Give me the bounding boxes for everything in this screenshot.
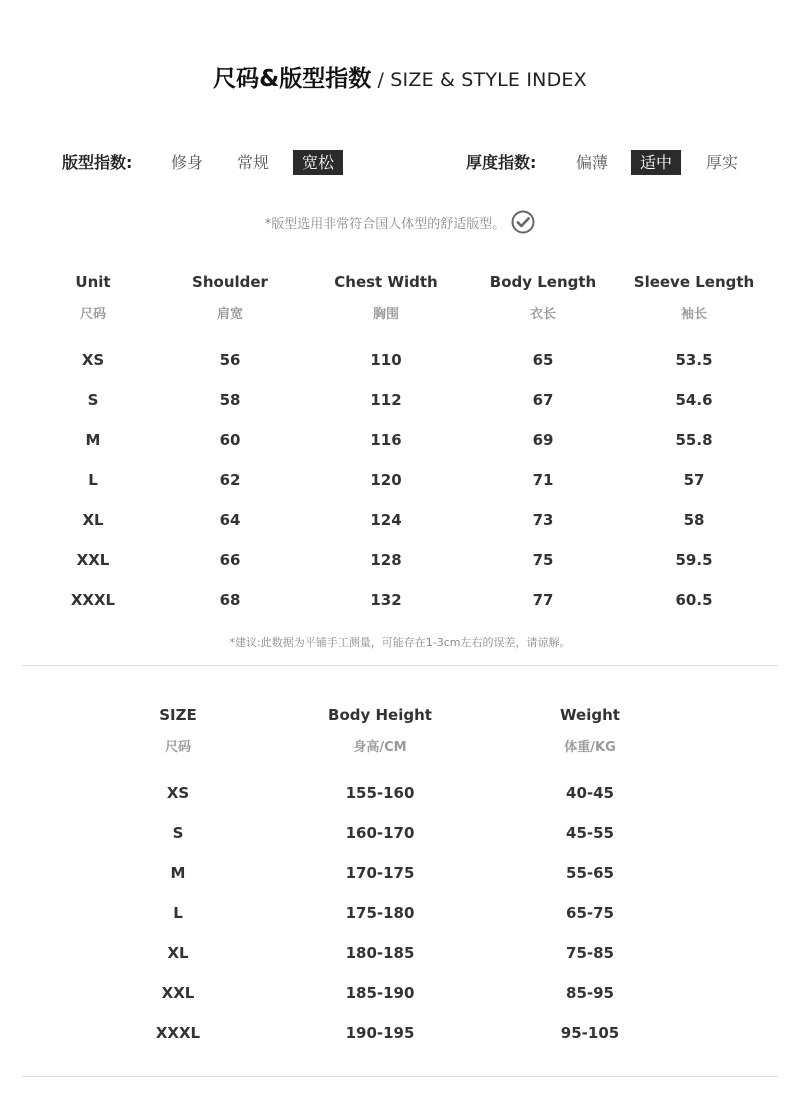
table-cell-unit: M	[85, 431, 101, 449]
page-title-cn: 尺码&版型指数	[213, 66, 372, 92]
header-unit: Unit	[75, 273, 111, 291]
table-cell-sleeve-length: 58	[683, 511, 705, 529]
table-cell-shoulder: 56	[219, 351, 241, 369]
table-cell-shoulder: 60	[219, 431, 241, 449]
header-chest-width: Chest Width	[334, 273, 438, 291]
thickness-option-thick: 厚实	[706, 153, 739, 172]
table-cell-weight: 85-95	[566, 984, 614, 1002]
table-cell-weight: 45-55	[566, 824, 614, 842]
table-cell-sleeve-length: 59.5	[675, 551, 713, 569]
header-size: SIZE	[159, 706, 197, 724]
header-weight: Weight	[560, 706, 620, 724]
fit-option-slim: 修身	[171, 153, 204, 172]
table-cell-body-length: 67	[532, 391, 554, 409]
table-cell-unit: S	[87, 391, 99, 409]
table-cell-sleeve-length: 55.8	[675, 431, 713, 449]
fit-option-regular: 常规	[237, 153, 270, 172]
table-cell-body-height: 185-190	[345, 984, 415, 1002]
page-title-separator: /	[371, 69, 391, 91]
table-cell-body-height: 190-195	[345, 1024, 415, 1042]
table-cell-body-length: 73	[532, 511, 554, 529]
table-cell-chest-width: 112	[370, 391, 402, 409]
table-cell-shoulder: 58	[219, 391, 241, 409]
table-cell-size: XXXL	[155, 1024, 201, 1042]
fit-note	[0, 208, 800, 236]
table-cell-size: XS	[166, 784, 190, 802]
table-cell-weight: 75-85	[566, 944, 614, 962]
table-cell-body-height: 170-175	[345, 864, 415, 882]
table-cell-body-height: 180-185	[345, 944, 415, 962]
style-index-row	[0, 149, 800, 177]
table-cell-weight: 95-105	[560, 1024, 620, 1042]
table-cell-shoulder: 64	[219, 511, 241, 529]
table-cell-unit: XXXL	[70, 591, 116, 609]
thickness-option-thin: 偏薄	[576, 153, 609, 172]
page-title	[0, 60, 800, 93]
header-shoulder-cn: 肩宽	[216, 307, 244, 322]
table-cell-body-length: 71	[532, 471, 554, 489]
table-cell-chest-width: 110	[370, 351, 402, 369]
section-divider	[22, 665, 778, 666]
table-cell-sleeve-length: 53.5	[675, 351, 713, 369]
table-cell-weight: 65-75	[566, 904, 614, 922]
table-cell-shoulder: 68	[219, 591, 241, 609]
table-cell-chest-width: 128	[370, 551, 402, 569]
table-cell-body-height: 175-180	[345, 904, 415, 922]
header-chest-width-cn: 胸围	[372, 307, 400, 322]
table-cell-size: S	[172, 824, 184, 842]
table-cell-unit: XL	[82, 511, 104, 529]
table-cell-sleeve-length: 54.6	[675, 391, 713, 409]
bottom-divider	[22, 1076, 778, 1077]
table-cell-body-length: 65	[532, 351, 554, 369]
table-cell-size: M	[170, 864, 186, 882]
table-cell-chest-width: 120	[370, 471, 402, 489]
page-title-en: SIZE & STYLE INDEX	[390, 69, 587, 91]
table-cell-weight: 55-65	[566, 864, 614, 882]
table-cell-weight: 40-45	[566, 784, 614, 802]
table-cell-chest-width: 124	[370, 511, 402, 529]
table-cell-body-length: 69	[532, 431, 554, 449]
table-cell-sleeve-length: 57	[683, 471, 705, 489]
header-body-height-cn: 身高/CM	[353, 740, 407, 755]
fit-option-loose-selected: 宽松	[293, 150, 343, 175]
measurement-note: *建议:此数据为平铺手工测量，可能存在1-3cm左右的误差，请谅解。	[229, 636, 571, 649]
table-cell-body-length: 77	[532, 591, 554, 609]
header-unit-cn: 尺码	[79, 307, 107, 322]
table-cell-size: L	[173, 904, 183, 922]
header-weight-cn: 体重/KG	[564, 740, 616, 755]
table-cell-size: XXL	[161, 984, 195, 1002]
table-cell-chest-width: 116	[370, 431, 402, 449]
header-body-height: Body Height	[328, 706, 432, 724]
table-cell-unit: L	[88, 471, 98, 489]
thickness-option-medium-selected: 适中	[631, 150, 681, 175]
header-sleeve-length: Sleeve Length	[633, 273, 755, 291]
table-cell-body-length: 75	[532, 551, 554, 569]
table-cell-sleeve-length: 60.5	[675, 591, 713, 609]
header-body-length: Body Length	[489, 273, 597, 291]
table-cell-shoulder: 62	[219, 471, 241, 489]
table-cell-shoulder: 66	[219, 551, 241, 569]
table-cell-chest-width: 132	[370, 591, 402, 609]
table-cell-unit: XS	[81, 351, 105, 369]
check-circle-icon	[511, 210, 535, 234]
fit-note-text: *版型选用非常符合国人体型的舒适版型。	[264, 216, 506, 232]
table-cell-size: XL	[167, 944, 189, 962]
thickness-index-label: 厚度指数:	[466, 153, 537, 172]
table-cell-body-height: 160-170	[345, 824, 415, 842]
table-cell-unit: XXL	[76, 551, 110, 569]
header-size-cn: 尺码	[164, 740, 192, 755]
header-body-length-cn: 衣长	[529, 307, 557, 322]
header-shoulder: Shoulder	[192, 273, 268, 291]
table-cell-body-height: 155-160	[345, 784, 415, 802]
header-sleeve-length-cn: 袖长	[680, 307, 708, 322]
fit-index-label: 版型指数:	[62, 153, 133, 172]
